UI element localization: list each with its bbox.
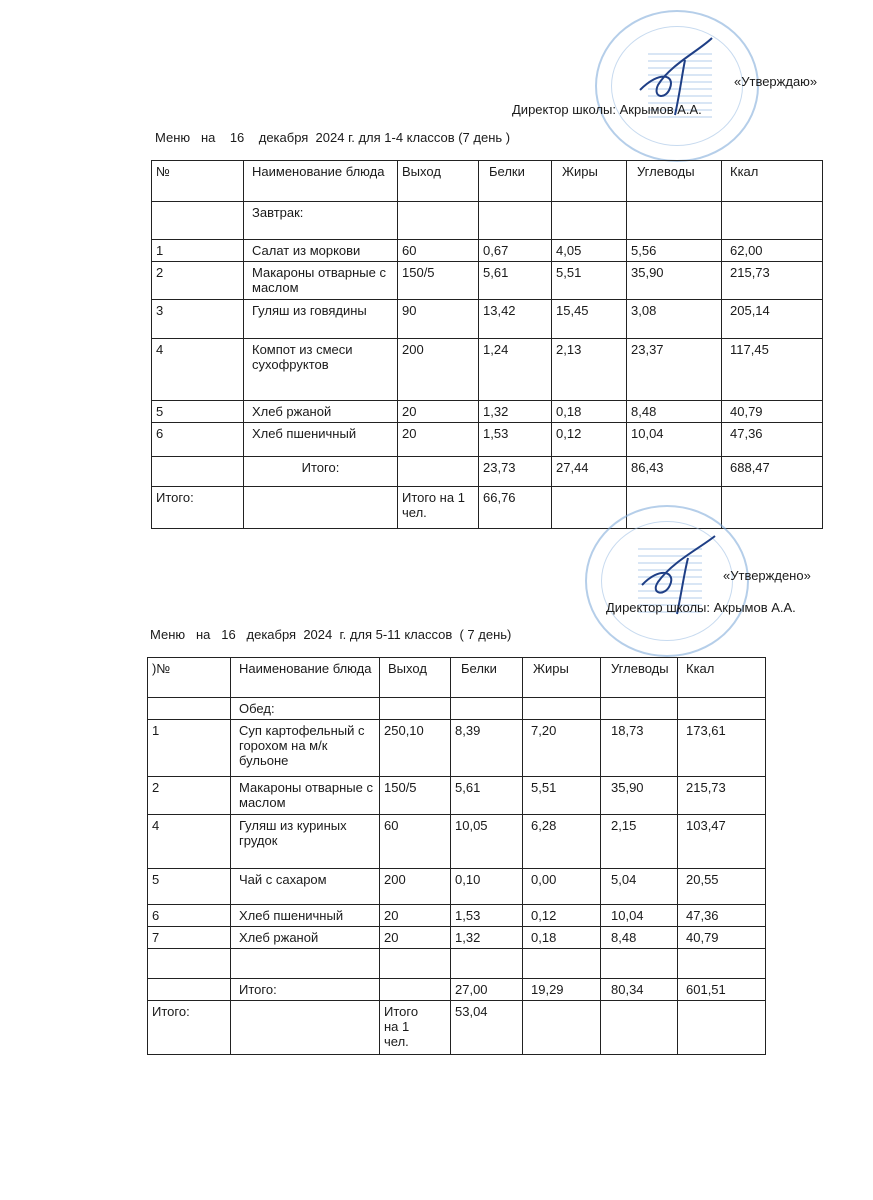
cell-carbs: 3,08 (627, 300, 722, 339)
cell-dish: Хлеб пшеничный (244, 423, 398, 457)
cell-kcal: 215,73 (678, 777, 766, 815)
menu-table-grades-5-11 (147, 657, 766, 1055)
cell-number: 5 (152, 401, 244, 423)
table-row (148, 777, 766, 815)
cell-dish: Гуляш из говядины (244, 300, 398, 339)
cell-number: 2 (152, 262, 244, 300)
table-row (148, 720, 766, 777)
col-header-proteins: Белки (451, 658, 523, 698)
col-header-fats: Жиры (523, 658, 601, 698)
cell-output: 150/5 (380, 777, 451, 815)
cell-number: 6 (152, 423, 244, 457)
cell-carbs: 5,56 (627, 240, 722, 262)
cell-number: 4 (152, 339, 244, 401)
table-row (152, 401, 823, 423)
cell-fats: 6,28 (523, 815, 601, 869)
director-name-top: Директор школы: Акрымов А.А. (512, 102, 702, 117)
cell-kcal: 62,00 (722, 240, 823, 262)
table-row (148, 869, 766, 905)
cell-dish: Хлеб ржаной (244, 401, 398, 423)
cell-proteins: 13,42 (479, 300, 552, 339)
cell-proteins: 1,53 (479, 423, 552, 457)
cell-output: 200 (398, 339, 479, 401)
table-row (148, 905, 766, 927)
col-header-dish: Наименование блюда (231, 658, 380, 698)
table-header-row (152, 161, 823, 202)
total-kcal: 688,47 (722, 457, 823, 487)
cell-kcal: 215,73 (722, 262, 823, 300)
cell-carbs: 35,90 (601, 777, 678, 815)
director-name-bottom: Директор школы: Акрымов А.А. (606, 600, 796, 615)
cell-number: 4 (148, 815, 231, 869)
cell-proteins: 0,67 (479, 240, 552, 262)
cell-output: 20 (380, 927, 451, 949)
total-kcal: 601,51 (678, 979, 766, 1001)
per-person-row (152, 487, 823, 529)
col-header-carbs: Углеводы (601, 658, 678, 698)
cell-proteins: 5,61 (451, 777, 523, 815)
cell-dish: Хлеб пшеничный (231, 905, 380, 927)
cell-fats: 4,05 (552, 240, 627, 262)
total-label: Итого: (244, 457, 398, 487)
cell-kcal: 20,55 (678, 869, 766, 905)
cell-output: 20 (398, 401, 479, 423)
approval-label-bottom: «Утверждено» (723, 568, 811, 583)
cell-carbs: 23,37 (627, 339, 722, 401)
cell-output: 150/5 (398, 262, 479, 300)
cell-kcal: 173,61 (678, 720, 766, 777)
total-proteins: 23,73 (479, 457, 552, 487)
col-header-fats: Жиры (552, 161, 627, 202)
cell-output: 200 (380, 869, 451, 905)
cell-proteins: 1,32 (479, 401, 552, 423)
approval-label-top: «Утверждаю» (734, 74, 818, 89)
per-person-value: 66,76 (479, 487, 552, 529)
cell-proteins: 8,39 (451, 720, 523, 777)
cell-dish: Суп картофельный с горохом на м/к бульоне (231, 720, 380, 777)
cell-fats: 0,12 (552, 423, 627, 457)
col-header-proteins: Белки (479, 161, 552, 202)
col-header-kcal: Ккал (722, 161, 823, 202)
col-header-number: № (152, 161, 244, 202)
cell-fats: 0,18 (523, 927, 601, 949)
empty-row (148, 949, 766, 979)
per-person-note: Итого на 1 чел. (398, 487, 479, 529)
cell-output: 250,10 (380, 720, 451, 777)
total-fats: 27,44 (552, 457, 627, 487)
total-row (152, 457, 823, 487)
cell-output: 60 (380, 815, 451, 869)
cell-proteins: 1,53 (451, 905, 523, 927)
cell-output: 20 (380, 905, 451, 927)
cell-number: 6 (148, 905, 231, 927)
cell-proteins: 1,24 (479, 339, 552, 401)
menu-table-grades-1-4 (151, 160, 823, 529)
table-row (152, 240, 823, 262)
cell-proteins: 1,32 (451, 927, 523, 949)
col-header-carbs: Углеводы (627, 161, 722, 202)
menu-title-grades-1-4: Меню на 16 декабря 2024 г. для 1-4 классов (7 день ) (155, 130, 511, 145)
cell-kcal: 40,79 (678, 927, 766, 949)
col-header-number: )№ (148, 658, 231, 698)
total-proteins: 27,00 (451, 979, 523, 1001)
table-header-row (148, 658, 766, 698)
table-row (152, 339, 823, 401)
table-row (152, 300, 823, 339)
cell-carbs: 18,73 (601, 720, 678, 777)
cell-dish: Макароны отварные с маслом (231, 777, 380, 815)
per-person-note: Итого на 1 чел. (380, 1001, 451, 1055)
section-label: Обед: (231, 698, 380, 720)
cell-number: 1 (148, 720, 231, 777)
cell-number: 1 (152, 240, 244, 262)
cell-dish: Хлеб ржаной (231, 927, 380, 949)
per-person-label: Итого: (152, 487, 244, 529)
cell-carbs: 2,15 (601, 815, 678, 869)
cell-number: 5 (148, 869, 231, 905)
cell-proteins: 5,61 (479, 262, 552, 300)
cell-number: 7 (148, 927, 231, 949)
cell-carbs: 8,48 (601, 927, 678, 949)
cell-dish: Компот из смеси сухофруктов (244, 339, 398, 401)
section-row (152, 202, 823, 240)
total-carbs: 80,34 (601, 979, 678, 1001)
cell-carbs: 5,04 (601, 869, 678, 905)
cell-fats: 0,18 (552, 401, 627, 423)
col-header-output: Выход (398, 161, 479, 202)
table-row (152, 262, 823, 300)
cell-kcal: 205,14 (722, 300, 823, 339)
cell-dish: Гуляш из куриных грудок (231, 815, 380, 869)
cell-dish: Салат из моркови (244, 240, 398, 262)
table-row (152, 423, 823, 457)
col-header-kcal: Ккал (678, 658, 766, 698)
menu-title-grades-5-11: Меню на 16 декабря 2024 г. для 5-11 классов ( 7 день) (150, 627, 512, 642)
total-label: Итого: (231, 979, 380, 1001)
cell-dish: Макароны отварные с маслом (244, 262, 398, 300)
cell-fats: 0,12 (523, 905, 601, 927)
cell-carbs: 8,48 (627, 401, 722, 423)
per-person-row (148, 1001, 766, 1055)
total-fats: 19,29 (523, 979, 601, 1001)
cell-fats: 2,13 (552, 339, 627, 401)
cell-fats: 5,51 (523, 777, 601, 815)
col-header-output: Выход (380, 658, 451, 698)
cell-kcal: 117,45 (722, 339, 823, 401)
total-row (148, 979, 766, 1001)
cell-kcal: 40,79 (722, 401, 823, 423)
total-carbs: 86,43 (627, 457, 722, 487)
col-header-dish: Наименование блюда (244, 161, 398, 202)
per-person-value: 53,04 (451, 1001, 523, 1055)
cell-fats: 5,51 (552, 262, 627, 300)
cell-fats: 15,45 (552, 300, 627, 339)
cell-kcal: 47,36 (722, 423, 823, 457)
cell-kcal: 103,47 (678, 815, 766, 869)
cell-number: 2 (148, 777, 231, 815)
table-row (148, 927, 766, 949)
per-person-label: Итого: (148, 1001, 231, 1055)
cell-carbs: 10,04 (601, 905, 678, 927)
cell-number: 3 (152, 300, 244, 339)
cell-output: 60 (398, 240, 479, 262)
cell-kcal: 47,36 (678, 905, 766, 927)
cell-dish: Чай с сахаром (231, 869, 380, 905)
cell-proteins: 10,05 (451, 815, 523, 869)
section-label: Завтрак: (244, 202, 398, 240)
cell-carbs: 35,90 (627, 262, 722, 300)
cell-fats: 0,00 (523, 869, 601, 905)
cell-proteins: 0,10 (451, 869, 523, 905)
cell-output: 20 (398, 423, 479, 457)
section-row (148, 698, 766, 720)
table-row (148, 815, 766, 869)
cell-output: 90 (398, 300, 479, 339)
cell-carbs: 10,04 (627, 423, 722, 457)
cell-fats: 7,20 (523, 720, 601, 777)
